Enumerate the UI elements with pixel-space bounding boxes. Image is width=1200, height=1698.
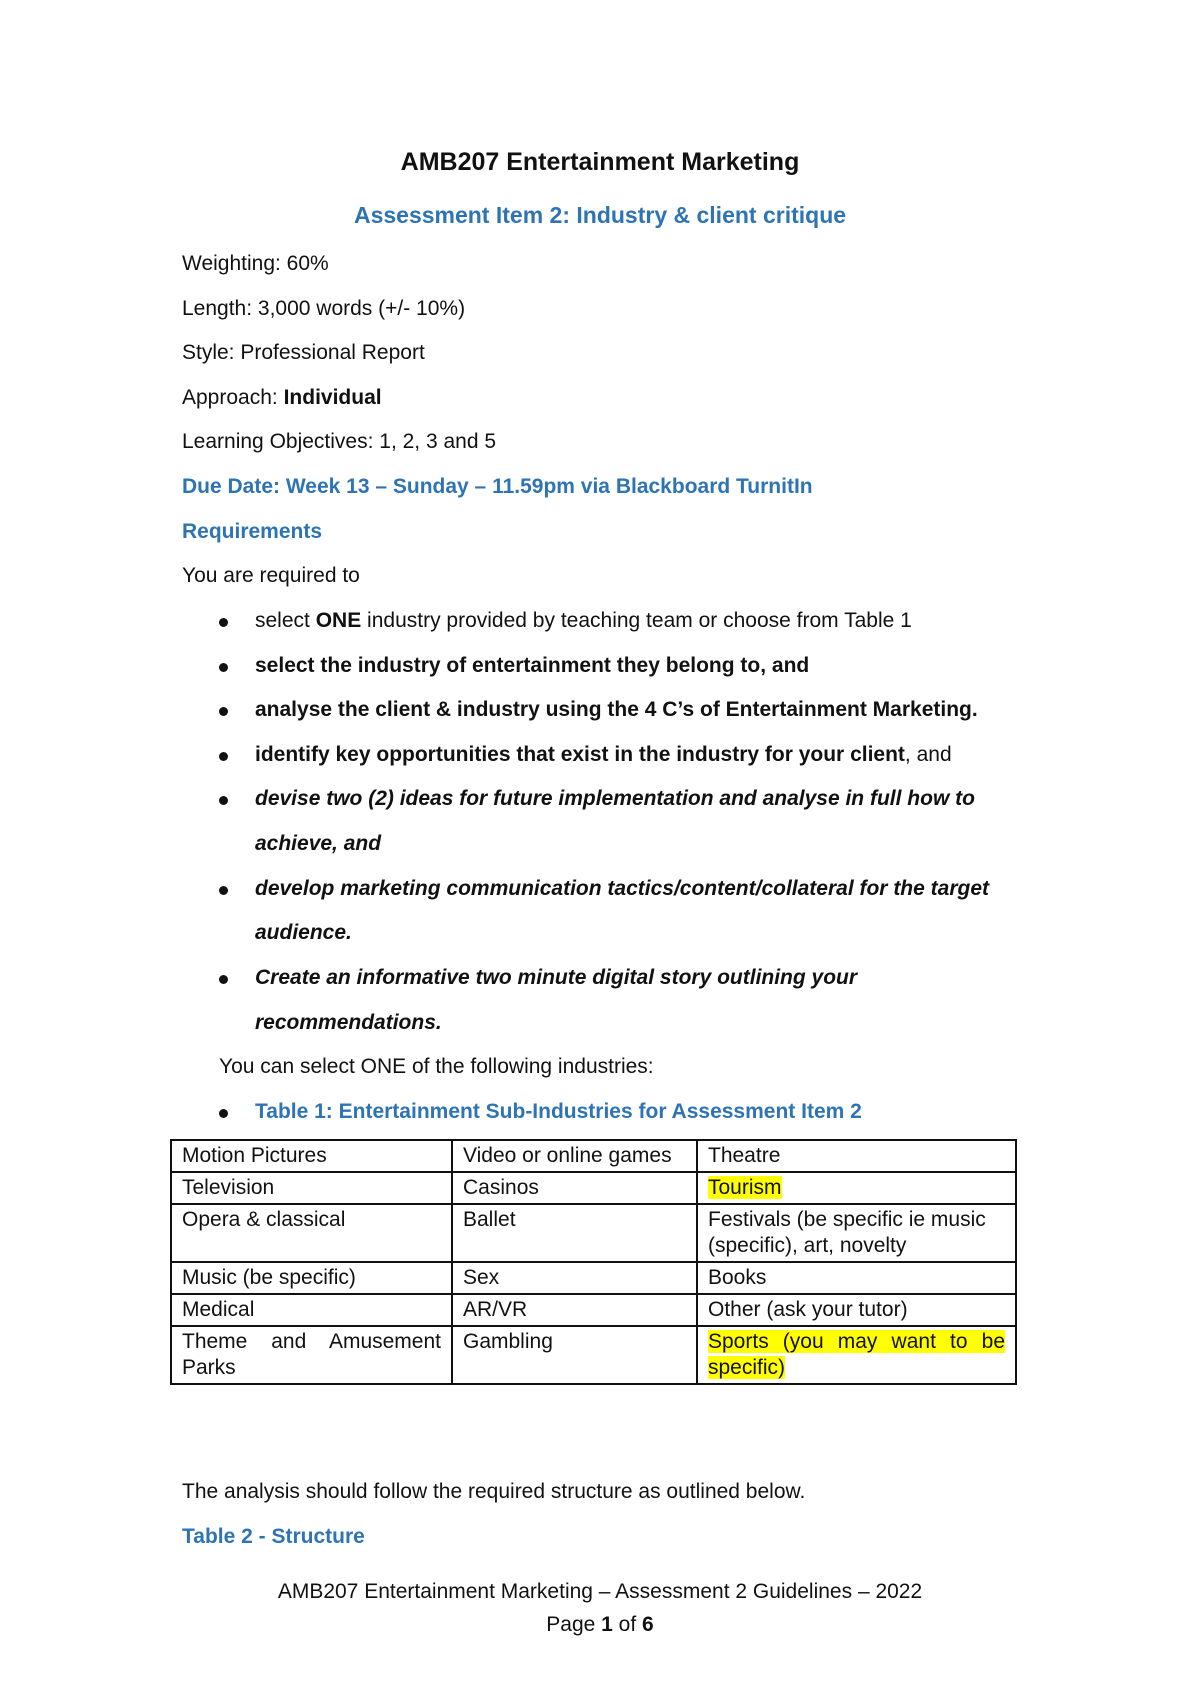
bullet-dot bbox=[219, 886, 228, 895]
requirements-intro: You are required to bbox=[182, 564, 360, 587]
highlighted-cell-text: Sports (you may want to be bbox=[708, 1330, 1005, 1353]
style-line: Style: Professional Report bbox=[182, 341, 425, 364]
page-total: 6 bbox=[642, 1613, 654, 1636]
table-cell: Motion Pictures bbox=[171, 1140, 452, 1172]
table-row bbox=[171, 1326, 1016, 1384]
page-number bbox=[0, 1613, 1200, 1637]
bullet-dot bbox=[219, 1109, 228, 1118]
bullet-dot bbox=[219, 707, 228, 716]
table-cell: Medical bbox=[171, 1294, 452, 1326]
table-cell bbox=[697, 1326, 1016, 1384]
requirements-heading: Requirements bbox=[182, 520, 323, 543]
requirement-text: , and bbox=[904, 743, 952, 766]
cell-line: Theme and Amusement bbox=[182, 1330, 441, 1353]
requirement-item bbox=[255, 743, 952, 767]
requirement-emphasis: ONE bbox=[315, 609, 362, 632]
bullet-dot bbox=[219, 752, 228, 761]
document-title: AMB207 Entertainment Marketing bbox=[400, 148, 800, 176]
weighting-line: Weighting: 60% bbox=[182, 252, 329, 275]
table-cell: Theatre bbox=[697, 1140, 1016, 1172]
cell-line: Festivals (be specific ie music bbox=[708, 1208, 986, 1231]
table-cell: Television bbox=[171, 1172, 452, 1204]
table-cell: Other (ask your tutor) bbox=[697, 1294, 1016, 1326]
table-cell: Music (be specific) bbox=[171, 1262, 452, 1294]
requirement-item: Create an informative two minute digital story outlining your bbox=[255, 966, 858, 989]
table-cell: Ballet bbox=[452, 1204, 697, 1262]
table-cell: Books bbox=[697, 1262, 1016, 1294]
table-cell: Gambling bbox=[452, 1326, 697, 1384]
table-cell: Casinos bbox=[452, 1172, 697, 1204]
document-subtitle: Assessment Item 2: Industry & client critique bbox=[353, 202, 847, 228]
highlighted-cell-text: Tourism bbox=[708, 1176, 782, 1199]
cell-line bbox=[708, 1329, 1005, 1355]
highlighted-cell-text: specific) bbox=[708, 1356, 786, 1379]
table1-caption: Table 1: Entertainment Sub-Industries for Assessment Item 2 bbox=[255, 1100, 862, 1123]
table-cell: AR/VR bbox=[452, 1294, 697, 1326]
requirement-item-continued: recommendations. bbox=[255, 1011, 442, 1034]
due-date-line: Due Date: Week 13 – Sunday – 11.59pm via Blackboard TurnitIn bbox=[182, 475, 813, 498]
page-of: of bbox=[612, 1613, 643, 1636]
approach-label: Approach: bbox=[182, 386, 284, 409]
bullet-dot bbox=[219, 796, 228, 805]
table-row bbox=[171, 1140, 1016, 1172]
table-cell bbox=[697, 1204, 1016, 1262]
requirement-item-continued: audience. bbox=[255, 921, 352, 944]
cell-line: (specific), art, novelty bbox=[708, 1234, 907, 1257]
approach-line bbox=[182, 386, 382, 410]
requirement-item: devise two (2) ideas for future implementation and analyse in full how to bbox=[255, 787, 975, 810]
footer-title: AMB207 Entertainment Marketing – Assessment 2 Guidelines – 2022 bbox=[277, 1580, 923, 1603]
bullet-dot bbox=[219, 975, 228, 984]
requirement-item: select the industry of entertainment they belong to, and bbox=[255, 654, 810, 677]
cell-line bbox=[708, 1355, 1005, 1381]
industries-intro: You can select ONE of the following industries: bbox=[219, 1055, 654, 1078]
table-row bbox=[171, 1204, 1016, 1262]
table-cell bbox=[171, 1326, 452, 1384]
approach-value: Individual bbox=[283, 386, 382, 409]
bullet-dot bbox=[219, 663, 228, 672]
objectives-line: Learning Objectives: 1, 2, 3 and 5 bbox=[182, 430, 497, 453]
cell-line: Parks bbox=[182, 1356, 236, 1379]
length-line: Length: 3,000 words (+/- 10%) bbox=[182, 297, 466, 320]
table-cell: Video or online games bbox=[452, 1140, 697, 1172]
table-row bbox=[171, 1262, 1016, 1294]
page-label: Page bbox=[546, 1613, 602, 1636]
requirement-item: develop marketing communication tactics/content/collateral for the target bbox=[255, 877, 989, 900]
bullet-dot bbox=[219, 618, 228, 627]
table-cell bbox=[697, 1172, 1016, 1204]
requirement-item-continued: achieve, and bbox=[255, 832, 382, 855]
table-row bbox=[171, 1294, 1016, 1326]
requirement-emphasis: identify key opportunities that exist in the industry for your client bbox=[255, 743, 905, 766]
page-current: 1 bbox=[601, 1613, 613, 1636]
industries-table bbox=[170, 1139, 1017, 1385]
table2-heading: Table 2 - Structure bbox=[182, 1525, 365, 1548]
requirement-text: select bbox=[255, 609, 316, 632]
requirement-item: analyse the client & industry using the 4 C’s of Entertainment Marketing. bbox=[255, 698, 978, 721]
requirement-text: industry provided by teaching team or choose from Table 1 bbox=[361, 609, 912, 632]
structure-intro: The analysis should follow the required structure as outlined below. bbox=[182, 1480, 806, 1503]
table-row bbox=[171, 1172, 1016, 1204]
table-cell: Sex bbox=[452, 1262, 697, 1294]
requirement-item bbox=[255, 609, 912, 633]
table-cell: Opera & classical bbox=[171, 1204, 452, 1262]
